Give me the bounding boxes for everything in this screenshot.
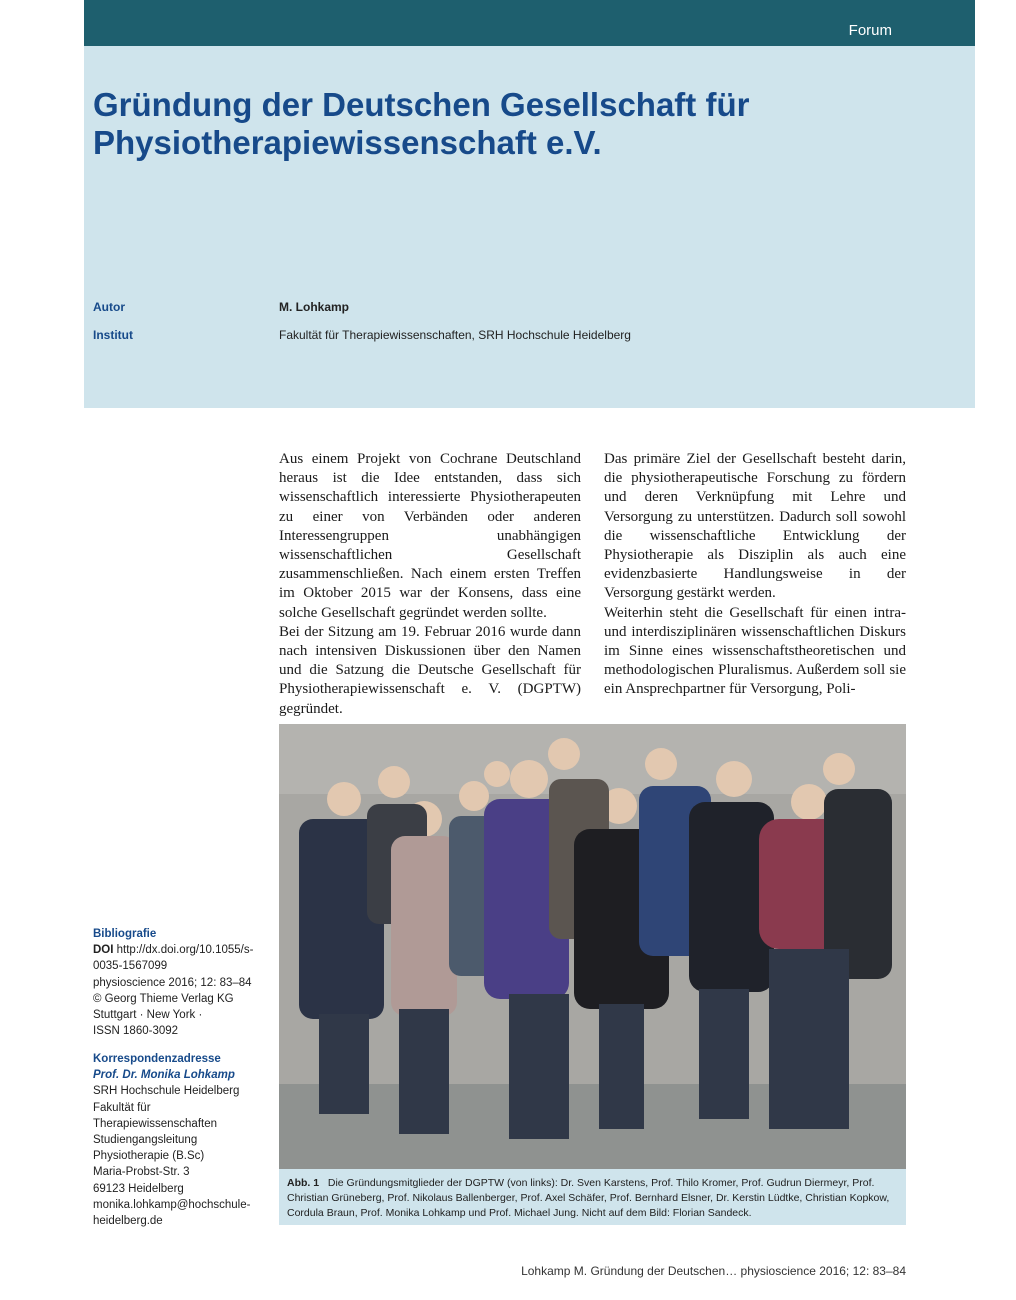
page-divider [988,6,990,46]
address-line: 69123 Heidelberg [93,1182,184,1195]
figure-label: Abb. 1 [287,1177,320,1189]
address-line: Studiengangsleitung Physiotherapie (B.Sc) [93,1134,205,1163]
figure-caption-box [279,1169,906,1225]
group-photo-illustration [279,724,906,1169]
address-line: SRH Hochschule Heidelberg [93,1085,240,1098]
bibliography-block [93,926,268,1039]
correspondence-name: Prof. Dr. Monika Lohkamp [93,1069,235,1082]
email-link[interactable]: monika.lohkamp@hochschule-heidelberg.de [93,1198,251,1228]
title-line-2: Physiotherapiewissenschaft e.V. [93,124,602,161]
page-number: 83 [998,22,1016,39]
address-line: Maria-Probst-Str. 3 [93,1166,190,1179]
journal-line: physioscience 2016; 12: 83–84 [93,976,252,989]
paragraph: Aus einem Projekt von Cochrane Deutschland heraus ist die Idee entstanden, dass sich wissenschaftlich interessierte Physiotherapeuten zu einer von Verbänden oder anderen Interessengruppen unabhängigen wissenschaftlichen Gesellschaft zusammenschließen. Nach einem ersten Treffen im Oktober 2015 war der Konsens, dass eine solche Gesellschaft gegründet werden sollte. [279,451,581,621]
top-bar [84,0,1016,46]
issn-line: ISSN 1860-3092 [93,1025,179,1038]
correspondence-heading: Korrespondenzadresse [93,1053,221,1065]
bibliography-heading: Bibliografie [93,928,157,940]
author-name: M. Lohkamp [279,300,350,314]
group-photo [279,724,906,1169]
publisher-line: © Georg Thieme Verlag KG Stuttgart · New York · [93,992,234,1022]
doi-value[interactable]: http://dx.doi.org/10.1055/s-0035-1567099 [93,944,254,973]
title-line-1: Gründung der Deutschen Gesellschaft für [93,86,750,123]
paragraph: Weiterhin steht die Gesellschaft für einen intra- und interdisziplinären wissenschaftlichen Diskurs im Sinne eines wissenschaftstheoretischen und methodologischen Pluralismus. Außerdem soll sie ein Ansprechpartner für Versorgung, Poli- [604,604,906,698]
body-column-1 [279,450,581,719]
institute-name: Fakultät für Therapiewissenschaften, SRH Hochschule Heidelberg [279,328,631,342]
section-label: Forum [848,22,892,39]
figure-caption [287,1176,898,1221]
author-label: Autor [93,300,125,314]
article-title [93,86,749,162]
correspondence-block [93,1051,268,1229]
footer-citation: Lohkamp M. Gründung der Deutschen… physioscience 2016; 12: 83–84 [521,1264,906,1278]
caption-text: Die Gründungsmitglieder der DGPTW (von links): Dr. Sven Karstens, Prof. Thilo Kromer, Prof. Gudrun Diermeyr, Prof. Christian Grüneberg, Prof. Nikolaus Ballenberger, Prof. Axel Schäfer, Prof. Bernhard Elsner, Dr. Kerstin Lüdtke, Christian Kopkow, Cordula Braun, Prof. Monika Lohkamp und Prof. Michael Jung. Nicht auf dem Bild: Florian Sandeck. [287,1177,890,1219]
paragraph: Bei der Sitzung am 19. Februar 2016 wurde dann nach intensiven Diskussionen über den Namen und die Satzung die Deutsche Gesellschaft für Physiotherapiewissenschaft e. V. (DGPTW) gegründet. [279,623,581,717]
doi-label: DOI [93,944,114,957]
body-column-2 [604,450,906,700]
institute-label: Institut [93,328,133,342]
paragraph: Das primäre Ziel der Gesellschaft besteht darin, die physiotherapeutische Forschung zu fördern und deren Verknüpfung mit Lehre und Versorgung zu unterstützen. Dadurch soll sowohl die wissenschaftliche Entwicklung der Physiotherapie als Disziplin als auch eine evidenzbasierte Handlungsweise in der Versorgung gestärkt werden. [604,451,906,602]
address-line: Fakultät für Therapiewissenschaften [93,1101,218,1130]
doi-line [93,942,268,974]
